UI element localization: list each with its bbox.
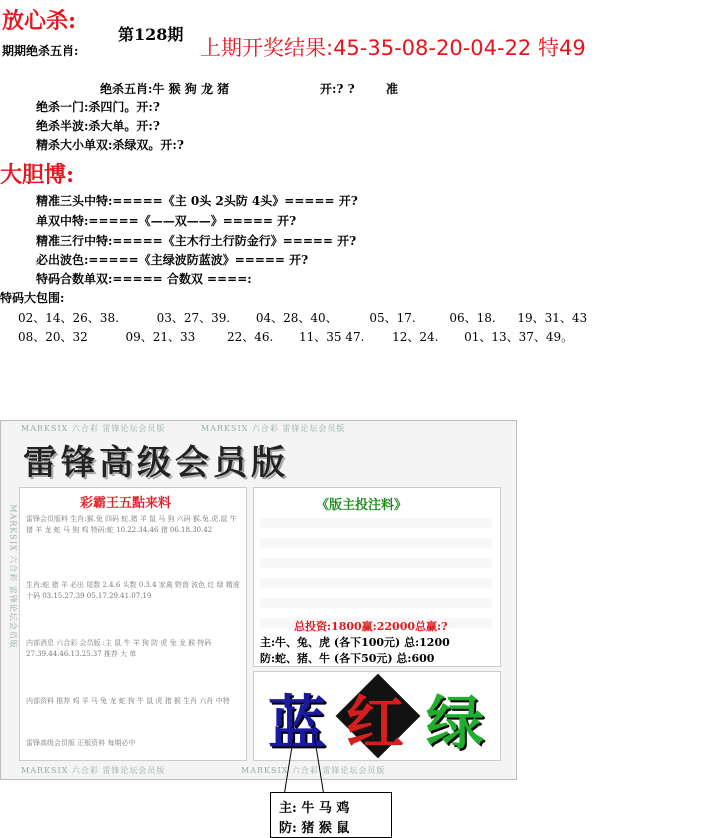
left-para-3: 内部消息 六合彩 会员版 :主 鼠 牛 羊 狗 防 虎 兔 龙 猴 特码 27.39.44.46.13.25.37 推荐 大 单	[26, 639, 212, 658]
watermark-top-2: MARKSIX 六合彩 雷锋论坛会员版	[201, 424, 346, 433]
blue-char: 蓝	[268, 689, 327, 757]
kill5-line: 绝杀五肖:牛 猴 狗 龙 猪	[100, 82, 230, 96]
bold-line-5: 特码合数单双:===== 合数双 ====:	[36, 272, 252, 286]
wuxiao-label: 期期绝杀五肖:	[2, 44, 79, 58]
package-label: 特码大包围:	[0, 291, 65, 305]
left-para-4: 内部资料 推荐 鸡 羊 马 兔 龙 蛇 狗 牛 鼠 虎 猪 猴 生肖 六肖 中特	[26, 697, 230, 705]
red-char: 红	[346, 689, 405, 757]
callout-main: 主: 牛 马 鸡	[279, 801, 350, 816]
callout-guard: 防: 猪 猴 鼠	[279, 821, 350, 836]
member-banner: 雷锋高级会员版	[23, 443, 289, 483]
last-result: 上期开奖结果:45-35-08-20-04-22 特49	[200, 36, 586, 60]
watermark-bottom: MARKSIX 六合彩 雷锋论坛会员版	[21, 766, 166, 775]
left-panel-title: 彩霸王五點来料	[80, 496, 172, 511]
dadan-title: 大胆博:	[0, 162, 75, 188]
issue-number: 第128期	[118, 25, 184, 44]
package-group: 02、14、26、38.	[18, 311, 119, 325]
left-para-5: 雷锋高级会员版 正版资料 每期必中	[26, 739, 136, 747]
watermark-left: MARKSIX 六合彩 雷锋论坛会员版	[8, 504, 18, 649]
bold-line-1: 精准三头中特:=====《主 0头 2头防 4头》===== 开?	[36, 194, 358, 208]
right-panel	[253, 487, 501, 667]
guard-bet: 防:蛇、猪、牛 (各下50元) 总:600	[260, 652, 435, 665]
main-bet: 主:牛、兔、虎 (各下100元) 总:1200	[260, 636, 450, 649]
kill5-accurate: 准	[386, 82, 399, 96]
package-group: 19、31、43	[517, 311, 588, 325]
callout-box	[270, 792, 392, 838]
green-char: 绿	[426, 689, 485, 757]
right-panel-title: 《版主投注料》	[316, 498, 408, 513]
watermark-bottom-2: MARKSIX 六合彩 雷锋论坛会员版	[241, 766, 386, 775]
kill-door-line: 绝杀一门:杀四门。开:?	[36, 100, 160, 114]
kill-wave-line: 绝杀半波:杀大单。开:?	[36, 119, 160, 133]
package-group: 12、24.	[392, 330, 439, 344]
package-group: 05、17.	[369, 311, 416, 325]
watermark-top: MARKSIX 六合彩 雷锋论坛会员版	[21, 424, 166, 433]
package-group: 04、28、40、	[255, 311, 338, 325]
bold-line-2: 单双中特:=====《——双——》===== 开?	[36, 214, 297, 228]
package-group: 22、46.	[226, 330, 274, 344]
member-image	[0, 420, 517, 780]
package-group: 09、21、33	[125, 330, 196, 344]
right-panel-grid	[260, 516, 492, 628]
callout-lines	[280, 730, 340, 800]
bold-line-3: 精准三行中特:=====《主木行土行防金行》===== 开?	[36, 234, 357, 248]
bet-total: 总投资:1800赢:22000总赢:?	[294, 620, 448, 633]
left-para-2: 生肖:蛇 猪 羊 必出 尾数 2.4.6 头数 0.3.4 家禽 野兽 波色 红 绿 精准十码 03.15.27.39 05.17.29.41.07.19	[26, 581, 240, 600]
kill-size-line: 精杀大小单双:杀绿双。开:?	[36, 138, 184, 152]
package-group: 03、27、39.	[156, 311, 231, 325]
bold-line-4: 必出波色:=====《主绿波防蓝波》===== 开?	[36, 253, 309, 267]
left-para-1: 雷锋会员版料 生肖:猴.兔 四码 蛇.猪 羊 鼠 马 狗 六码 猴.兔.虎.鼠 牛 猪 羊 龙 蛇 马 狗 鸡 特码:蛇 10.22.34.46 猪 06.18.30.42	[26, 515, 237, 534]
left-panel	[19, 487, 247, 761]
package-group: 08、20、32	[18, 330, 88, 344]
package-row-1	[18, 309, 587, 326]
kill5-open: 开:? ?	[320, 82, 355, 96]
package-group: 01、13、37、49。	[464, 330, 574, 344]
fangxin-title: 放心杀:	[2, 8, 77, 34]
package-row-2	[18, 328, 573, 345]
package-group: 11、35 47.	[298, 330, 365, 344]
package-group: 06、18.	[449, 311, 496, 325]
